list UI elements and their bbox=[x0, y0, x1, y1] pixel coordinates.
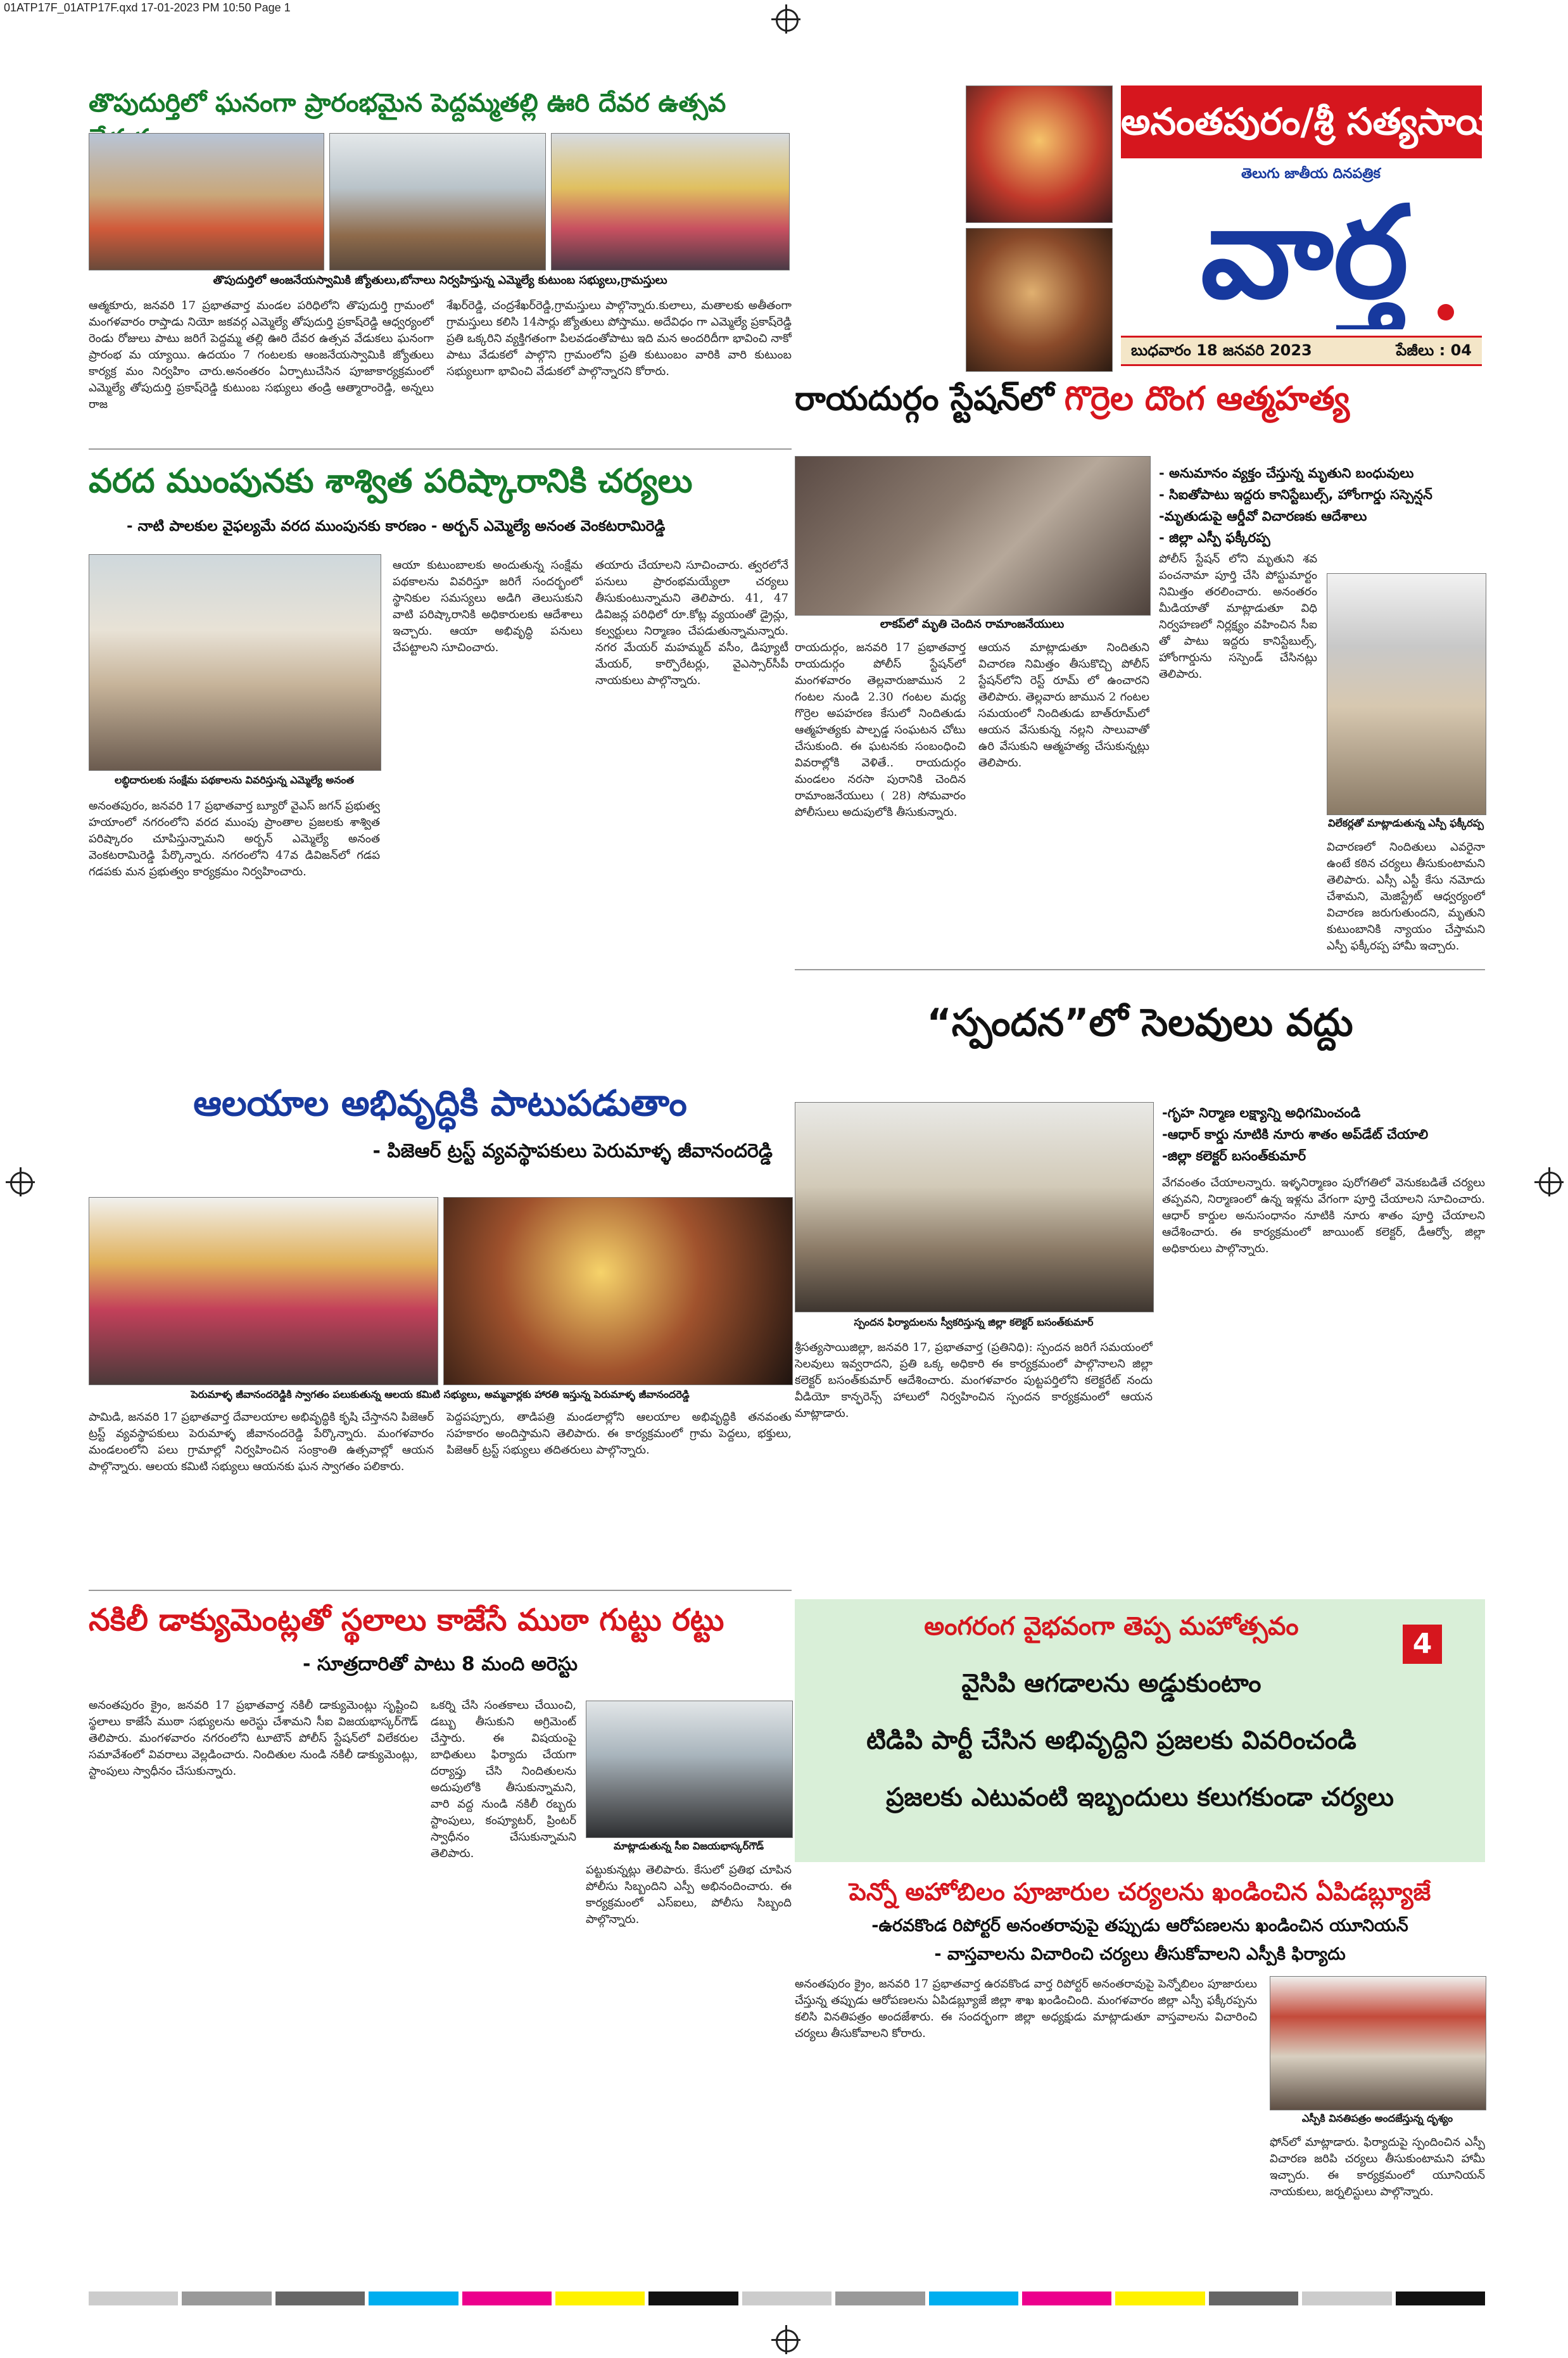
story3-body-col2: ఆయా కుటుంబాలకు అందుతున్న సంక్షేమ పథకాలను వివరిస్తూ జరిగే సందర్భంలో స్థానికుల సమస్యలు అడిగి తెలుసుకుని వాటి పరిష్కారానికి అధికారులకు ఆదేశాలు ఇచ్చారు. ఆయా అభివృద్ధి పనులు చేపట్టాలని సూచించారు. bbox=[393, 559, 583, 654]
story5-body-col2: వేగవంతం చేయాలన్నారు. ఇళ్ళనిర్మాణం పురోగతిలో వెనుకబడితే చర్యలు తప్పవని, నిర్మాణంలో ఉన్న ఇళ్లను వేగంగా పూర్తి చేయాలని సూచించారు. ఆధార్ కార్డుల అనుసంధానం నూటికి నూరు శాతం పూర్తి చేయాలని ఆదేశించారు. ఈ కార్యక్రమంలో జాయింట్ కలెక్టర్, డీఆర్వో, జిల్లా అధికారులు పాల్గొన్నారు. bbox=[1162, 1176, 1485, 1255]
story1-body-col1: ఆత్మకూరు, జనవరి 17 ప్రభాతవార్త మండల పరిధిలోని తొపుదుర్తి గ్రామంలో మంగళవారం రాప్తాడు నియో జకవర్గ ఎమ్మెల్యే తోపుదుర్తి ప్రకాష్‌రెడ్డి ఆధ్వర్యంలో రెండు రోజులు పాటు జరిగే పెద్దమ్మ తల్లి ఊరి దేవర ఉత్సవ వేడుకలు ఘనంగా ప్రారంభ మ య్యాయి. ఉదయం 7 గంటలకు ఆంజనేయస్వామికి జ్యోతులు కార్యక్ర మం నిర్వహిం చారు.అనంతరం ఏర్పాటుచేసిన పూజాకార్యక్రమంలో ఎమ్మెల్యే తోపుదుర్తి ప్రకాష్‌రెడ్డి కుటుంబ సభ్యులు తండ్రి ఆత్మారాంరెడ్డి, అన్నలు రాజ bbox=[89, 299, 434, 411]
story6-body-col3: పట్టుకున్నట్లు తెలిపారు. కేసులో ప్రతిభ చూపిన పోలీసు సిబ్బందిని ఎస్పీ అభినందించారు. ఈ కార్యక్రమంలో ఎస్‌ఐలు, పోలీసు సిబ్బంది పాల్గొన్నారు. bbox=[586, 1863, 792, 1926]
story5-headline: “స్పందన”లో సెలవులు వద్దు bbox=[926, 1001, 1353, 1045]
story1-photo-1 bbox=[89, 133, 324, 270]
story6-body-col1: అనంతపురం క్రైం, జనవరి 17 ప్రభాతవార్త నకిలీ డాక్యుమెంట్లు సృష్టించి స్థలాలు కాజేసే ముఠా సభ్యులను అరెస్టు చేశామని సీఐ విజయభాస్కర్‌గౌడ్ తెలిపారు. మంగళవారం నగరంలోని టూటౌన్ పోలీస్ స్టేషన్‌లో విలేకరుల సమావేశంలో వివరాలు వెల్లడించారు. నిందితుల నుండి నకిలీ డాక్యుమెంట్లు, స్టాంపులు స్వాధీనం చేసుకున్నారు. bbox=[89, 1699, 418, 1778]
promo-line-3: టిడిపి పార్టీ చేసిన అభివృద్దిని ప్రజలకు వివరించండి bbox=[866, 1726, 1356, 1755]
story3-body-col1: అనంతపురం, జనవరి 17 ప్రభాతవార్త బ్యూరో వైఎస్ జగన్ ప్రభుత్వ హయాంలో నగరంలోని వరద ముంపు ప్రాంతాల ప్రజలకు శాశ్విత పరిష్కారం చూపిస్తున్నామని అర్బన్ ఎమ్మెల్యే అనంత వెంకటరామిరెడ్డి పేర్కొన్నారు. నగరంలోని 47వ డివిజన్‌లో గడప గడపకు మన ప్రభుత్వం కార్యక్రమం నిర్వహించారు. bbox=[89, 799, 380, 878]
masthead-deity-image bbox=[966, 86, 1113, 223]
story2-point: - అనుమానం వ్యక్తం చేస్తున్న మృతుని బంధువులు bbox=[1159, 466, 1414, 481]
masthead-paper-name: వార్త bbox=[1200, 179, 1409, 327]
story7-body-col2: ఫోన్‌లో మాట్లాడారు. ఫిర్యాదుపై స్పందించిన ఎస్పీ విచారణ జరిపి చర్యలు తీసుకుంటామని హామీ ఇచ్చారు. ఈ కార్యక్రమంలో యూనియన్ నాయకులు, జర్నలిస్టులు పాల్గొన్నారు. bbox=[1270, 2136, 1485, 2198]
story4-photo-1 bbox=[89, 1197, 438, 1385]
story7-headline: పెన్నో అహోబిలం పూజారుల చర్యలను ఖండించిన ఏపిడబ్ల్యూజే bbox=[849, 1878, 1431, 1906]
story1-photo-2 bbox=[329, 133, 546, 270]
registration-mark bbox=[10, 1172, 33, 1195]
file-header: 01ATP17F_01ATP17F.qxd 17-01-2023 PM 10:50 Page 1 bbox=[4, 1, 291, 14]
section-divider bbox=[795, 969, 1485, 970]
story6-photo bbox=[586, 1701, 793, 1838]
story6-subheadline: - సూత్రదారితో పాటు 8 మంది అరెస్టు bbox=[302, 1653, 578, 1675]
masthead-red-dot bbox=[1438, 304, 1454, 320]
story2-sp-photo bbox=[1327, 573, 1486, 815]
story4-headline: ఆలయాల అభివృద్ధికి పాటుపడుతాం bbox=[193, 1083, 687, 1124]
story2-photo-caption: లాకప్‌లో మృతి చెందిన రామాంజనేయులు bbox=[880, 618, 1065, 631]
promo-line-4: ప్రజలకు ఎటువంటి ఇబ్బందులు కలుగకుండా చర్యలు bbox=[886, 1783, 1394, 1812]
story5-body-col1: శ్రీసత్యసాయిజిల్లా, జనవరి 17, ప్రభాతవార్త (ప్రతినిధి): స్పందన జరిగే సమయంలో సెలవులు ఇవ్వరాదని, ప్రతి ఒక్క అధికారి ఈ కార్యక్రమంలో పాల్గొనాలని జిల్లా కలెక్టర్ బసంత్‌కుమార్ ఆదేశించారు. మంగళవారం పుట్టపర్తిలోని కలెక్టరేట్ నందు వీడియో కాన్ఫరెన్స్ హాలులో నిర్వహించిన స్పందన కార్యక్రమంలో ఆయన మాట్లాడారు. bbox=[795, 1341, 1153, 1420]
registration-mark bbox=[776, 2329, 799, 2352]
story3-headline: వరద ముంపునకు శాశ్విత పరిష్కారానికి చర్యలు bbox=[89, 462, 693, 500]
story5-point: -గృహ నిర్మాణ లక్ష్యాన్ని అధిగమించండి bbox=[1162, 1105, 1361, 1120]
story5-caption: స్పందన ఫిర్యాదులను స్వీకరిస్తున్న జిల్లా కలెక్టర్ బసంత్‌కుమార్ bbox=[854, 1316, 1094, 1328]
story2-point: - జిల్లా ఎస్పీ ఫక్కీరప్ప bbox=[1159, 530, 1270, 545]
story3-caption: లబ్ధిదారులకు సంక్షేమ పథకాలను వివరిస్తున్న ఎమ్మెల్యే అనంత bbox=[114, 774, 355, 786]
masthead-region: అనంతపురం/శ్రీ సత్యసాయి bbox=[1121, 100, 1503, 143]
masthead-portrait-image bbox=[966, 228, 1113, 372]
story3-subheadline: - నాటి పాలకుల వైఫల్యమే వరద ముంపునకు కారణం - అర్బన్ ఎమ్మెల్యే అనంత వెంకటరామిరెడ్డి bbox=[127, 518, 666, 535]
promo-box bbox=[795, 1599, 1485, 1862]
registration-mark bbox=[776, 9, 799, 32]
registration-mark bbox=[1539, 1172, 1562, 1195]
masthead-tagline: తెలుగు జాతీయ దినపత్రిక bbox=[1241, 166, 1381, 182]
story7-body-col1: అనంతపురం క్రైం, జనవరి 17 ప్రభాతవార్త ఉరవకొండ వార్త రిపోర్టర్ అనంతరావుపై పెన్నోబిలం పూజారులు చేస్తున్న తప్పుడు ఆరోపణలను ఏపిడబ్ల్యూజే జిల్లా శాఖ ఖండించింది. మంగళవారం జిల్లా ఎస్పీ ఫక్కీరప్పను కలిసి వినతిపత్రం అందజేశారు. ఈ సందర్భంగా జిల్లా అధ్యక్షుడు మాట్లాడుతూ వాస్తవాలను విచారించి చర్యలు తీసుకోవాలని కోరారు. bbox=[795, 1977, 1257, 2040]
story4-photo-2 bbox=[443, 1197, 793, 1385]
story1-body-col2: శేఖర్‌రెడ్డి, చంద్రశేఖర్‌రెడ్డి,గ్రామస్తులు పాల్గొన్నారు.కులాలు, మతాలకు అతీతంగా గ్రామస్తులు కలిసి 14సార్లు జ్యోతులు పోస్తాము. అదేవిధం గా ఎమ్మెల్యే ప్రకాష్‌రెడ్డి ప్రతి ఒక్కరిని వ్యక్తిగతంగా పిలవడంతోపాటు ఇది మన అందరిదీగా భావించి నాకో పాటు వేడుకలో పాల్గొని గ్రామంలోని ప్రతి కుటుంబం వారికి వారి కుటుంబ సభ్యులుగా భావించి వేడుకలో పాల్గొన్నారని కోరారు. bbox=[446, 299, 792, 378]
story2-body-col2: ఆయన మాట్లాడుతూ నిందితుని విచారణ నిమిత్తం తీసుకొచ్చి పోలీస్ స్టేషన్‌లోని రెస్ట్ రూమ్ లో ఉంచారని తెలిపారు. తెల్లవారు జామున 2 గంటల సమయంలో నిందితుడు బాత్‌రూమ్‌లో ఆయన వేసుకున్న నల్లని సాలువాతో ఉరి వేసుకుని ఆత్మహత్య చేసుకున్నట్లు తెలిపారు. bbox=[978, 641, 1149, 770]
story4-body-col2: పెద్దపప్పూరు, తాడిపత్రి మండలాల్లోని ఆలయాల అభివృద్ధికి తనవంతు సహకారం అందిస్తామని తెలిపారు. ఈ కార్యక్రమంలో గ్రామ పెద్దలు, భక్తులు, పిజెఆర్ ట్రస్ట్ సభ్యులు తదితరులు పాల్గొన్నారు. bbox=[446, 1410, 792, 1457]
color-calibration-strip bbox=[89, 2291, 1485, 2305]
masthead-page-count: పేజీలు : 04 bbox=[1396, 341, 1472, 359]
story5-photo bbox=[795, 1102, 1154, 1312]
masthead-date: బుధవారం 18 జనవరి 2023 bbox=[1131, 341, 1312, 359]
promo-line-2: వైసిపి ఆగడాలను అడ్డుకుంటాం bbox=[961, 1669, 1261, 1698]
story4-subheadline: - పిజెఆర్ ట్రస్ట్ వ్యవస్థాపకులు పెరుమాళ్ళ జీవానందరెడ్డి bbox=[372, 1140, 773, 1162]
story2-point: - సిఐతోపాటు ఇద్దరు కానిస్టేబుల్స్, హోంగార్డు సస్పెన్షన్ bbox=[1159, 487, 1432, 502]
story2-headline-red: గొర్రెల దొంగ ఆత్మహత్య bbox=[1064, 380, 1350, 418]
masthead-region-banner bbox=[1121, 86, 1503, 158]
story7-photo bbox=[1270, 1976, 1486, 2110]
promo-page-number: 4 bbox=[1403, 1625, 1442, 1664]
story2-point: -మృతుడుపై ఆర్డీవో విచారణకు ఆదేశాలు bbox=[1159, 509, 1367, 524]
story1-caption: తొపుదుర్తిలో ఆంజనేయస్వామికి జ్యోతులు,బోనాలు నిర్వహిస్తున్న ఎమ్మెల్యే కుటుంబ సభ్యులు,గ్రామస్తులు bbox=[213, 274, 667, 287]
story2-body-col4: విచారణలో నిందితులు ఎవరైనా ఉంటే కఠిన చర్యలు తీసుకుంటామని తెలిపారు. ఎస్సీ ఎస్టీ కేసు నమోదు చేశామని, మెజిస్ట్రేట్ ఆధ్వర్యంలో విచారణ జరుగుతుందని, మృతుని కుటుంబానికి న్యాయం చేస్తామని ఎస్పీ ఫక్కీరప్ప హామీ ఇచ్చారు. bbox=[1327, 840, 1485, 953]
section-divider bbox=[89, 448, 792, 450]
story5-point: -జిల్లా కలెక్టర్ బసంత్‌కుమార్ bbox=[1162, 1148, 1306, 1163]
story2-sp-caption: విలేకర్లతో మాట్లాడుతున్న ఎస్పీ ఫక్కీరప్ప bbox=[1328, 817, 1484, 829]
masthead-logo bbox=[1127, 177, 1482, 329]
promo-line-1: అంగరంగ వైభవంగా తెప్ప మహోత్సవం bbox=[924, 1612, 1299, 1641]
story7-subheadline-2: - వాస్తవాలను విచారించి చర్యలు తీసుకోవాలని ఎస్పీకి ఫిర్యాదు bbox=[934, 1944, 1346, 1964]
story4-body-col1: పామిడి, జనవరి 17 ప్రభాతవార్త దేవాలయాల అభివృద్ధికి కృషి చేస్తానని పిజెఆర్ ట్రస్ట్ వ్యవస్థాపకులు పెరుమాళ్ళ జీవానందరెడ్డి పేర్కొన్నారు. మంగళవారం మండలంలోని పలు గ్రామాల్లో నిర్వహించిన సంక్రాంతి ఉత్సవాల్లో ఆయన పాల్గొన్నారు. ఆలయ కమిటి సభ్యులు ఆయనకు ఘన స్వాగతం పలికారు. bbox=[89, 1410, 434, 1473]
masthead-dateline-bar bbox=[1121, 336, 1482, 366]
story3-body-col3: తయారు చేయాలని సూచించారు. త్వరలోనే పనులు ప్రారంభమయ్యేలా చర్యలు తీసుకుంటున్నామని తెలిపారు. 41, 47 డివిజన్ల పరిధిలో రూ.కోట్ల వ్యయంతో డ్రైన్లు, కల్వర్టులు నిర్మాణం చేపడుతున్నామన్నారు. నగర మేయర్ మహమ్మద్ వసీం, డిప్యూటీ మేయర్, కార్పొరేటర్లు, వైఎస్సార్‌సీపీ నాయకులు పాల్గొన్నారు. bbox=[595, 559, 788, 687]
story5-points bbox=[1162, 1102, 1485, 1167]
story3-photo bbox=[89, 554, 381, 771]
story2-points bbox=[1159, 462, 1488, 548]
section-divider bbox=[89, 1590, 792, 1591]
story5-point: -ఆధార్ కార్డు నూటికి నూరు శాతం అప్‌డేట్ చేయాలి bbox=[1162, 1127, 1429, 1142]
story1-photo-3 bbox=[551, 133, 790, 270]
story6-caption: మాట్లాడుతున్న సీఐ విజయభాస్కర్‌గౌడ్ bbox=[613, 1840, 764, 1852]
story6-body-col2: ఒకర్ని చేసి సంతకాలు చేయించి, డబ్బు తీసుకుని అగ్రిమెంట్ చేస్తారు. ఈ విషయంపై బాధితులు ఫిర్యాదు చేయగా దర్యాప్తు చేసి నిందితులను అదుపులోకి తీసుకున్నామని, వారి వద్ద నుండి నకిలీ రబ్బరు స్టాంపులు, కంప్యూటర్, ప్రింటర్ స్వాధీనం చేసుకున్నామని తెలిపారు. bbox=[431, 1699, 576, 1860]
story4-caption: పెరుమాళ్ళ జీవానందరెడ్డికి స్వాగతం పలుకుతున్న ఆలయ కమిటి సభ్యులు, అమ్మవార్లకు హారతి ఇస్తున్న పెరుమాళ్ళ జీవానందరెడ్డి bbox=[191, 1388, 690, 1400]
story2-photo-deceased bbox=[795, 456, 1151, 616]
story2-headline-black: రాయదుర్గం స్టేషన్‌లో bbox=[795, 380, 1054, 418]
story2-body-col3: పోలీస్ స్టేషన్ లోని మృతుని శవ పంచనామా పూర్తి చేసి పోస్టుమార్టం నిమిత్తం తరలించారు. అనంతరం మీడియాతో మాట్లాడుతూ విధి నిర్వహణలో నిర్లక్ష్యం వహించిన సీఐ తో పాటు ఇద్దరు కానిస్టేబుల్స్, హోంగార్డును సస్పెండ్ చేసినట్లు తెలిపారు. bbox=[1159, 552, 1317, 681]
story7-caption: ఎస్పీకి వినతిపత్రం అందజేస్తున్న దృశ్యం bbox=[1301, 2112, 1453, 2124]
story1-headline: తొపుదుర్తిలో ఘనంగా ప్రారంభమైన పెద్దమ్మతల్లి ఊరి దేవర ఉత్సవ bbox=[89, 89, 726, 118]
story2-headline bbox=[795, 380, 1485, 426]
story6-headline: నకిలీ డాక్యుమెంట్లతో స్థలాలు కాజేసే ముఠా గుట్టు రట్టు bbox=[89, 1602, 724, 1638]
story2-body-col1: రాయదుర్గం, జనవరి 17 ప్రభాతవార్త రాయదుర్గం పోలీస్ స్టేషన్‌లో మంగళవారం తెల్లవారుజామున 2 గంటల నుండి 2.30 గంటల మధ్య గొర్రెల అపహరణ కేసులో నిందితుడు ఆత్మహత్యకు పాల్పడ్డ సంఘటన చోటు చేసుకుంది. ఈ ఘటనకు సంబంధించి వివరాల్లోకి వెళితే.. రాయదుర్గం మండలం నరసా పురానికి చెందిన రామాంజనేయులు ( 28) సోమవారం పోలీసులు అదుపులోకి తీసుకున్నారు. bbox=[795, 641, 966, 819]
story7-subheadline-1: -ఉరవకొండ రిపోర్టర్ అనంతరావుపై తప్పుడు ఆరోపణలను ఖండించిన యూనియన్ bbox=[871, 1916, 1408, 1936]
